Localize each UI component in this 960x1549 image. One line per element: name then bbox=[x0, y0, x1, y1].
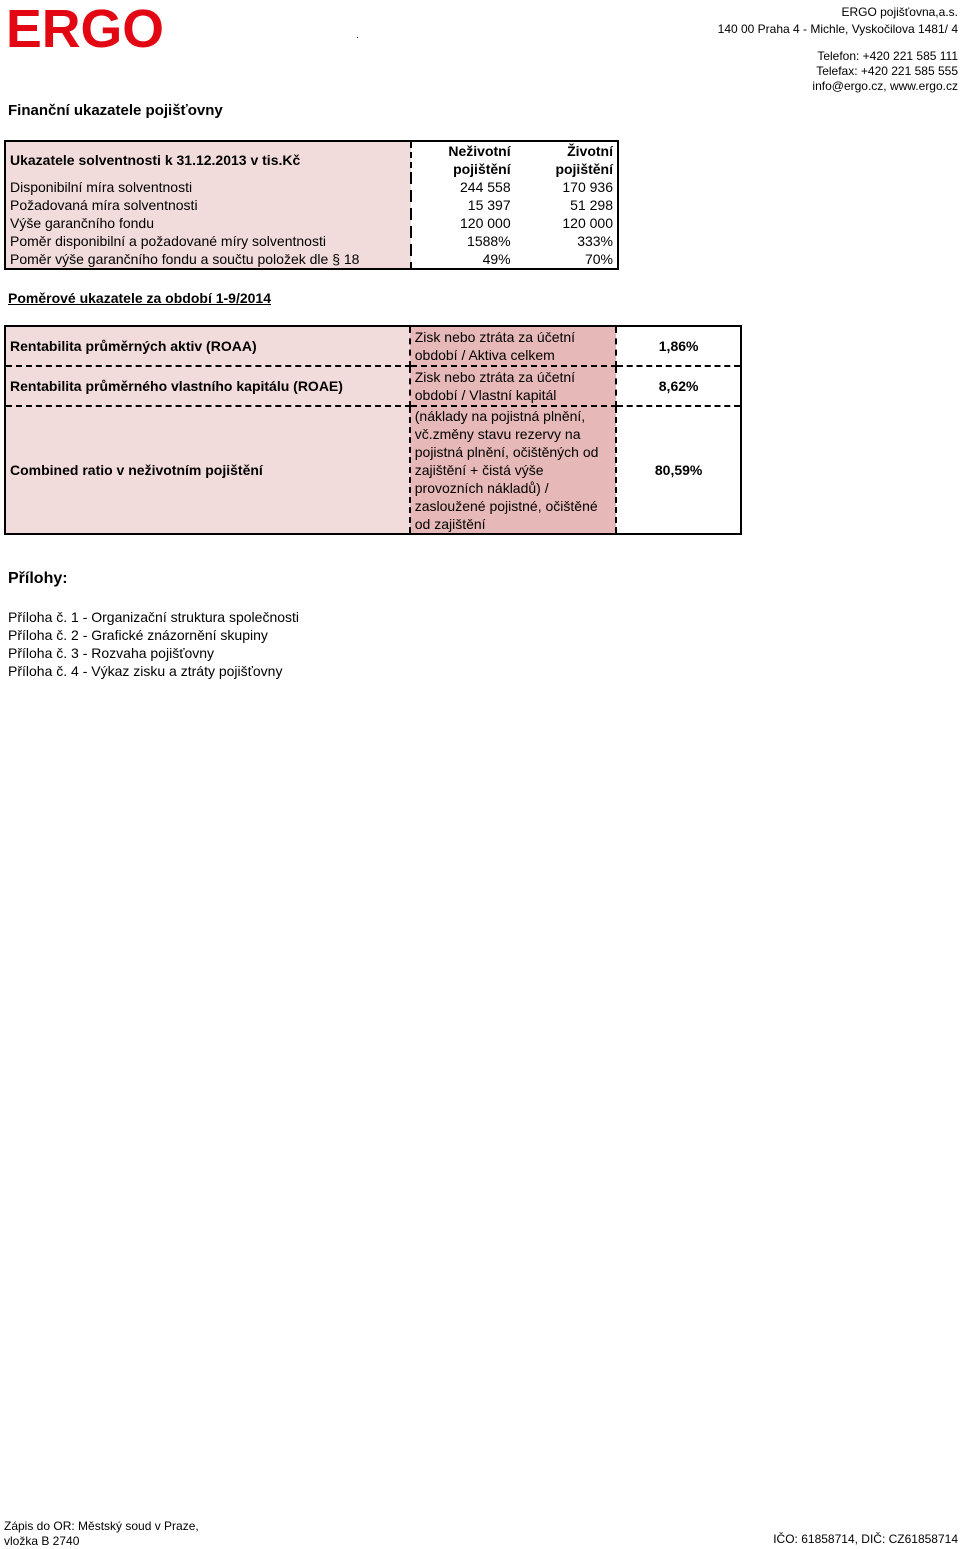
stray-dot: . bbox=[356, 30, 359, 41]
contact-info bbox=[812, 49, 958, 94]
row-label: Disponibilní míra solventnosti bbox=[5, 178, 411, 196]
company-name: ERGO pojišťovna,a.s. bbox=[841, 5, 958, 19]
ratio-section-title: Poměrové ukazatele za období 1-9/2014 bbox=[8, 290, 271, 306]
page-title: Finanční ukazatele pojišťovny bbox=[8, 102, 223, 119]
logo-text: ERGO bbox=[6, 6, 164, 50]
company-info bbox=[718, 4, 958, 38]
ratio-formula: Zisk nebo ztráta za účetní období / Vlastní kapitál bbox=[410, 366, 617, 406]
table-row bbox=[5, 196, 618, 214]
solvency-header-row bbox=[5, 141, 618, 178]
row-value-life: 333% bbox=[577, 233, 613, 249]
table-row bbox=[5, 366, 741, 406]
row-value-life: 170 936 bbox=[562, 179, 613, 195]
solvency-table bbox=[4, 140, 619, 270]
table-row bbox=[5, 250, 618, 269]
row-label: Poměr disponibilní a požadované míry solventnosti bbox=[5, 232, 411, 250]
company-address: 140 00 Praha 4 - Michle, Vyskočilova 1481/ 4 bbox=[717, 22, 958, 36]
table-row bbox=[5, 178, 618, 196]
footer-registry bbox=[4, 1519, 199, 1549]
table-row bbox=[5, 326, 741, 366]
table-row bbox=[5, 214, 618, 232]
row-label: Výše garančního fondu bbox=[5, 214, 411, 232]
ergo-logo bbox=[6, 6, 166, 50]
list-item: Příloha č. 4 - Výkaz zisku a ztráty pojišťovny bbox=[8, 663, 283, 679]
col-life bbox=[515, 141, 618, 178]
col-non-life-line1: Neživotní bbox=[448, 143, 511, 159]
ratio-value: 1,86% bbox=[616, 326, 741, 366]
row-value-non-life: 15 397 bbox=[467, 197, 511, 213]
row-value-non-life: 1588% bbox=[467, 233, 511, 249]
attachments-list bbox=[8, 608, 299, 680]
registry-line2: vložka B 2740 bbox=[4, 1534, 80, 1548]
ratio-name: Combined ratio v neživotním pojištění bbox=[5, 406, 410, 534]
ratio-name: Rentabilita průměrných aktiv (ROAA) bbox=[5, 326, 410, 366]
ratio-value: 80,59% bbox=[654, 462, 703, 478]
row-value-non-life: 49% bbox=[482, 251, 511, 267]
attachments-title: Přílohy: bbox=[8, 570, 68, 587]
row-label: Požadovaná míra solventnosti bbox=[5, 196, 411, 214]
row-label: Poměr výše garančního fondu a součtu položek dle § 18 bbox=[5, 250, 411, 269]
fax: Telefax: +420 221 585 555 bbox=[816, 64, 958, 78]
ratio-value: 8,62% bbox=[616, 366, 741, 406]
phone: Telefon: +420 221 585 111 bbox=[817, 49, 958, 63]
ratio-formula: (náklady na pojistná plnění, vč.změny stavu rezervy na pojistná plnění, očištěných od zajištění + čistá výše provozních nákladů) / zasloužené pojistné, očištěné od zajištění bbox=[410, 406, 617, 534]
col-non-life-line2: pojištění bbox=[453, 161, 511, 177]
col-life-line2: pojištění bbox=[555, 161, 613, 177]
table-row bbox=[5, 232, 618, 250]
list-item: Příloha č. 1 - Organizační struktura společnosti bbox=[8, 609, 300, 625]
row-value-non-life: 120 000 bbox=[460, 215, 511, 231]
row-value-life: 70% bbox=[584, 251, 613, 267]
table-row bbox=[5, 406, 741, 534]
list-item: Příloha č. 3 - Rozvaha pojišťovny bbox=[8, 645, 215, 661]
list-item: Příloha č. 2 - Grafické znázornění skupiny bbox=[8, 627, 268, 643]
solvency-title: Ukazatele solventnosti k 31.12.2013 v tis.Kč bbox=[5, 141, 411, 178]
row-value-life: 120 000 bbox=[562, 215, 613, 231]
ratio-name: Rentabilita průměrného vlastního kapitálu (ROAE) bbox=[5, 366, 410, 406]
col-life-line1: Životní bbox=[567, 143, 613, 159]
footer-ids: IČO: 61858714, DIČ: CZ61858714 bbox=[773, 1532, 958, 1546]
row-value-life: 51 298 bbox=[570, 197, 613, 213]
ratio-formula: Zisk nebo ztráta za účetní období / Aktiva celkem bbox=[410, 326, 617, 366]
ratio-table bbox=[4, 325, 742, 535]
row-value-non-life: 244 558 bbox=[460, 179, 511, 195]
registry-line1: Zápis do OR: Městský soud v Praze, bbox=[4, 1519, 199, 1533]
web: info@ergo.cz, www.ergo.cz bbox=[812, 79, 958, 93]
col-non-life bbox=[411, 141, 514, 178]
